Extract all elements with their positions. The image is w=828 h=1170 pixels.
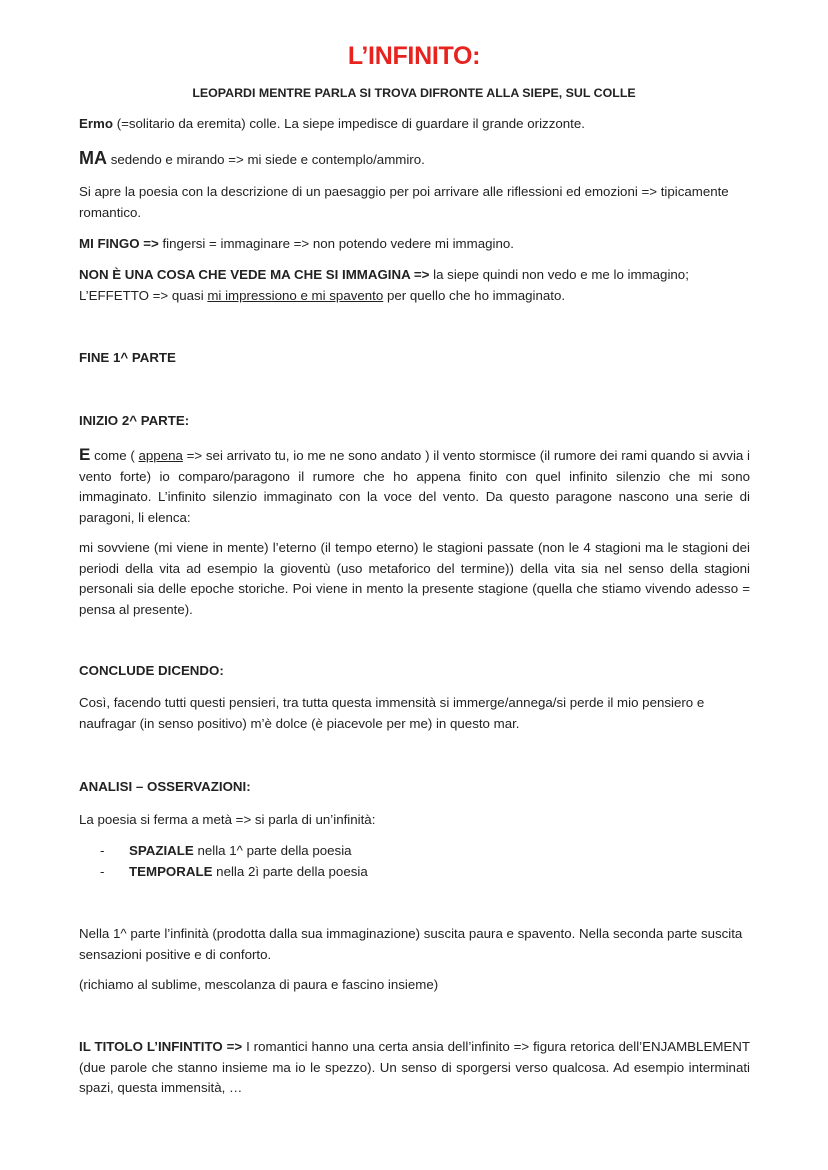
paragraph-ermo: Ermo (=solitario da eremita) colle. La siepe impedisce di guardare il grande orizzonte. <box>79 116 585 131</box>
keyword-ma: MA <box>79 148 107 168</box>
paragraph-il-titolo: IL TITOLO L’INFINTITO => I romantici hanno una certa ansia dell’infinito => figura retorica dell’ENJAMBLEMENT (due parole che stanno insieme ma io le spezzo). Un senso di sporgersi verso qualcosa. Ad esempio interminati spazi, questa immensità, … <box>79 1039 750 1095</box>
underlined-appena: appena <box>138 448 183 463</box>
list-item: - TEMPORALE nella 2ì parte della poesia <box>100 863 368 879</box>
bullet-list <box>100 841 368 882</box>
heading-fine-prima-parte: FINE 1^ PARTE <box>79 350 176 365</box>
keyword-mi-fingo: MI FINGO => <box>79 236 159 251</box>
paragraph-intro: Si apre la poesia con la descrizione di un paesaggio per poi arrivare alle riflessioni ed emozioni => tipicamente romantico. <box>79 184 729 220</box>
heading-conclude-dicendo: CONCLUDE DICENDO: <box>79 663 224 678</box>
keyword-e: E <box>79 445 91 464</box>
heading-analisi: ANALISI – OSSERVAZIONI: <box>79 779 251 794</box>
keyword-il-titolo: IL TITOLO L’INFINTITO => <box>79 1039 243 1054</box>
paragraph-nella-prima-parte: Nella 1^ parte l’infinità (prodotta dalla sua immaginazione) suscita paura e spavento. Nella seconda parte suscita sensazioni positive e di conforto. <box>79 926 743 962</box>
page-title: L’INFINITO: <box>347 42 481 70</box>
keyword-non-e: NON È UNA COSA CHE VEDE MA CHE SI IMMAGINA => <box>79 267 430 282</box>
paragraph-la-poesia: La poesia si ferma a metà => si parla di un’infinità: <box>79 812 376 827</box>
subtitle: LEOPARDI MENTRE PARLA SI TROVA DIFRONTE ALLA SIEPE, SUL COLLE <box>192 86 636 100</box>
paragraph-mi-fingo: MI FINGO => fingersi = immaginare => non potendo vedere mi immagino. <box>79 236 514 251</box>
paragraph-e-come: E come ( appena => sei arrivato tu, io me ne sono andato ) il vento stormisce (il rumore dei rami quando si avvia i vento forte) io comparo/paragono il rumore che ho appena finito con quel infinito silenzio che mi sono immaginato. L’infinito silenzio immaginato con la voce del vento. Da questo paragone nascono una serie di paragoni, li elenca: <box>79 445 750 525</box>
paragraph-cosi: Così, facendo tutti questi pensieri, tra tutta questa immensità si immerge/annega/si perde il mio pensiero e naufragar (in senso positivo) m’è dolce (è piacevole per me) in questo mar. <box>79 695 705 731</box>
paragraph-ma: MA sedendo e mirando => mi siede e contemplo/ammiro. <box>79 148 425 168</box>
heading-inizio-seconda-parte: INIZIO 2^ PARTE: <box>79 413 190 428</box>
paragraph-richiamo: (richiamo al sublime, mescolanza di paura e fascino insieme) <box>79 977 439 992</box>
list-item: - SPAZIALE nella 1^ parte della poesia <box>100 843 352 858</box>
underlined-phrase: mi impressiono e mi spavento <box>207 287 384 303</box>
paragraph-non-e-una-cosa: NON È UNA COSA CHE VEDE MA CHE SI IMMAGINA => la siepe quindi non vedo e me lo immagino; L’EFFETTO => quasi mi impressiono e mi spavento per quello che ho immaginato. <box>79 267 689 303</box>
paragraph-mi-sovviene: mi sovviene (mi viene in mente) l’eterno (il tempo eterno) le stagioni passate (non le 4 stagioni ma le stagioni dei periodi della vita ad esempio la gioventù (uso metaforico del termine)) della vita sia nel senso della stagioni personali sia delle epoche storiche. Poi viene in mento la presente stagione (quella che stiamo vivendo adesso = pensa al presente). <box>79 540 750 617</box>
keyword-ermo: Ermo <box>79 116 113 131</box>
